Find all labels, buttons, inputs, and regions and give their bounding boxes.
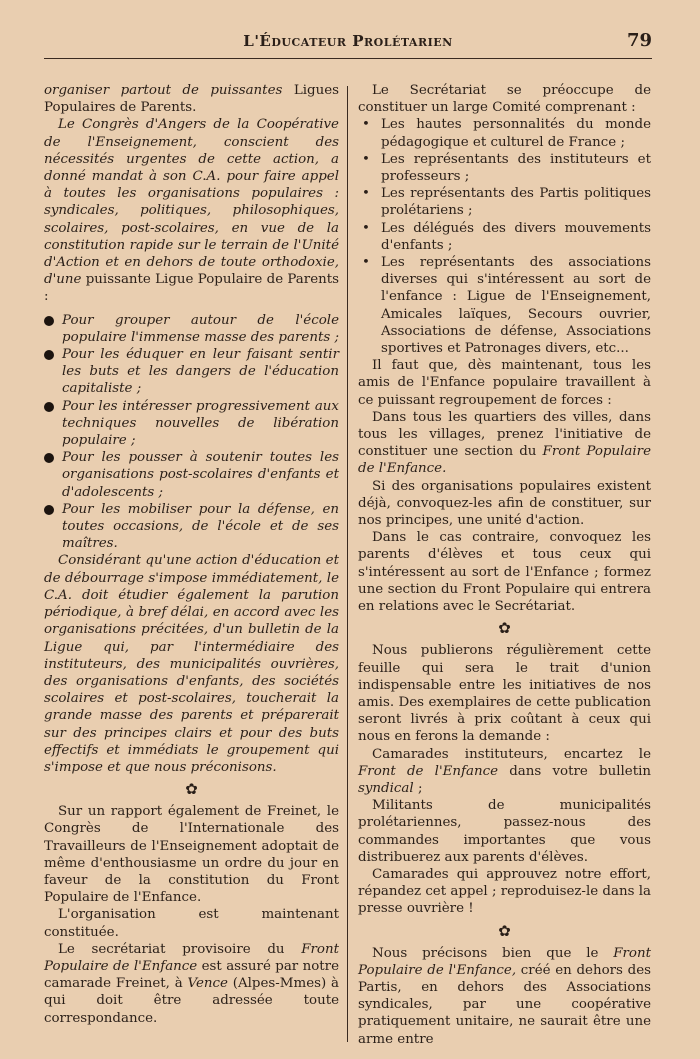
bullet-item: Pour les mobiliser pour la défense, en toutes occasions, de l'école et de ses maîtres. xyxy=(44,501,339,553)
right-paragraph-8: Camarades qui approuvez notre effort, répandez cet appel ; reproduisez-le dans la presse ouvrière ! xyxy=(358,866,651,917)
committee-item: • Les représentants des Partis politiques prolétariens ; xyxy=(358,185,651,219)
right-paragraph-3: Si des organisations populaires existent déjà, convoquez-les afin de constituer, sur nos principes, une unité d'action. xyxy=(358,478,651,529)
left-paragraph-2: Le Congrès d'Angers de la Coopérative de l'Enseignement, conscient des nécessités urgentes de cette action, a donné mandat à son C.A. pour faire appel à toutes les organisations populaires : syndicales, politiques, philosophiques, scolaires, post-scolaires, en vue de la constitution rapide sur le terrain de l'Unité d'Action et en dehors de toute orthodoxie, d'une puissante Ligue Populaire de Parents : xyxy=(44,117,339,305)
page-header xyxy=(44,30,652,59)
committee-item: • Les représentants des associations diverses qui s'intéressent au sort de l'enfance : Ligue de l'Enseignement, Amicales laïques, Secours ouvrier, Associations de défense, Associations sportives et Patronages divers, etc... xyxy=(358,254,651,357)
right-paragraph-7: Militants de municipalités prolétariennes, passez-nous des commandes importantes que vous distribuerez aux parents d'élèves. xyxy=(358,798,651,865)
bullet-list xyxy=(44,312,339,553)
left-paragraph-1: organiser partout de puissantes Ligues Populaires de Parents. xyxy=(44,83,339,116)
left-paragraph-6: Le secrétariat provisoire du Front Populaire de l'Enfance est assuré par notre camarade Freinet, à Vence (Alpes-Mmes) à qui doit être adressée toute correspondance. xyxy=(44,941,339,1026)
bullet-item: Pour les intéresser progressivement aux techniques nouvelles de libération populaire ; xyxy=(44,398,339,450)
right-paragraph-9: Nous précisons bien que le Front Populaire de l'Enfance, créé en dehors des Partis, en dehors des Associations syndicales, par une coopérative pratiquement unitaire, ne saurait être une arme entre xyxy=(358,945,651,1047)
bullet-item: Pour grouper autour de l'école populaire l'immense masse des parents ; xyxy=(44,312,339,346)
committee-list xyxy=(358,116,651,357)
left-paragraph-4: Sur un rapport également de Freinet, le Congrès de l'Internationale des Travailleurs de l'Enseignement adoptait de même d'enthousiasme un ordre du jour en faveur de la constitution du Front Populaire de l'Enfance. xyxy=(44,804,339,906)
ornament-icon: ✿ xyxy=(185,780,198,799)
committee-item: • Les représentants des instituteurs et professeurs ; xyxy=(358,151,651,185)
bullet-item: Pour les éduquer en leur faisant sentir les buts et les dangers de l'éducation capitaliste ; xyxy=(44,346,339,398)
journal-title: L'Éducateur Prolétarien xyxy=(243,32,453,50)
ornament-icon: ✿ xyxy=(498,619,511,638)
right-paragraph-2: Dans tous les quartiers des villes, dans tous les villages, prenez l'initiative de constituer une section du Front Populaire de l'Enfance. xyxy=(358,409,652,477)
left-paragraph-5: L'organisation est maintenant constituée. xyxy=(44,907,339,940)
right-paragraph-1: Il faut que, dès maintenant, tous les amis de l'Enfance populaire travaillent à ce puissant regroupement de forces : xyxy=(358,358,651,408)
right-paragraph-6: Camarades instituteurs, encartez le Front de l'Enfance dans votre bulletin syndical ; xyxy=(358,746,651,796)
bullet-item: Pour les pousser à soutenir toutes les organisations post-scolaires d'enfants et d'adolescents ; xyxy=(44,449,339,501)
column-divider xyxy=(347,86,348,1042)
right-paragraph-5: Nous publierons régulièrement cette feuille qui sera le trait d'union indispensable entre les initiatives de nos amis. Des exemplaires de cette publication seront livrés à prix coûtant à ceux qui nous en ferons la demande : xyxy=(358,643,651,745)
right-paragraph-4: Dans le cas contraire, convoquez les parents d'élèves et tous ceux qui s'intéressent au sort de l'Enfance ; formez une section du Front Populaire qui entrera en relations avec le Secrétariat. xyxy=(358,530,651,615)
committee-item: • Les délégués des divers mouvements d'enfants ; xyxy=(358,220,651,254)
left-column xyxy=(44,82,339,1027)
right-intro: Le Secrétariat se préoccupe de constituer un large Comité comprenant : xyxy=(358,83,651,116)
left-paragraph-3: Considérant qu'une action d'éducation et de débourrage s'impose immédiatement, le C.A. doit étudier également la parution périodique, à bref délai, en accord avec les organisations précitées, d'un bulletin de la Ligue qui, par l'intermédiaire des instituteurs, des municipalités ouvrières, des organisations d'enfants, des sociétés scolaires et post-scolaires, toucherait la grande masse des parents et préparerait sur des principes clairs et pour des buts effectifs et immédiats le groupement qui s'impose et que nous préconisons. xyxy=(44,553,339,775)
ornament-icon: ✿ xyxy=(498,921,511,940)
right-column xyxy=(358,82,651,1048)
page-number: 79 xyxy=(626,30,652,51)
committee-item: • Les hautes personnalités du monde pédagogique et culturel de France ; xyxy=(358,116,651,150)
